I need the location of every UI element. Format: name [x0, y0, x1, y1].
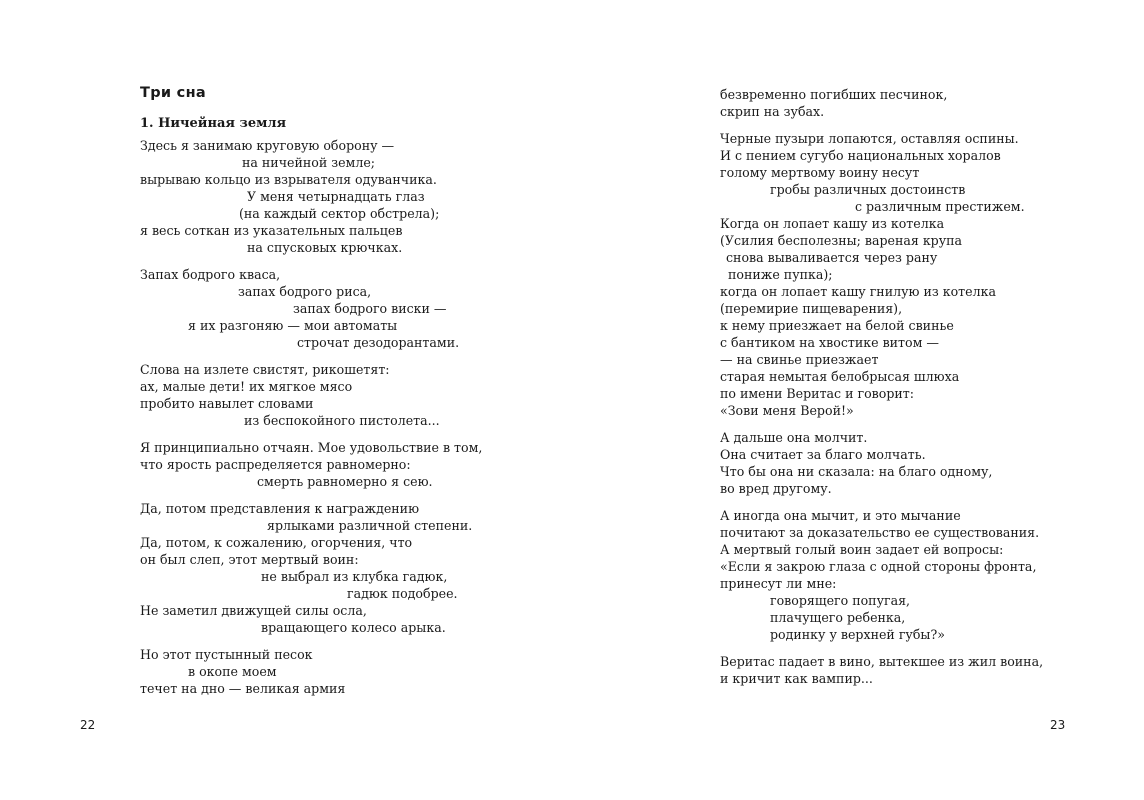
poem-line: когда он лопает кашу гнилую из котелка — [720, 284, 996, 299]
poem-line: А иногда она мычит, и это мычание — [720, 508, 961, 523]
poem-line: Да, потом представления к награждению — [140, 501, 420, 516]
poem-title: Три сна — [140, 85, 206, 101]
poem-line: во вред другому. — [720, 481, 832, 496]
poem-line: А мертвый голый воин задает ей вопросы: — [720, 542, 1004, 557]
stanza — [720, 653, 1140, 687]
stanza — [140, 500, 560, 636]
poem-line: гадюк подобрее. — [347, 586, 458, 601]
poem-line: гробы различных достоинств — [770, 182, 966, 197]
poem-line: течет на дно — великая армия — [140, 681, 346, 696]
stanza — [140, 439, 560, 490]
poem-left-body — [140, 137, 560, 707]
poem-line: Не заметил движущей силы осла, — [140, 603, 367, 618]
poem-line: вырываю кольцо из взрывателя одуванчика. — [140, 172, 437, 187]
poem-line: плачущего ребенка, — [770, 610, 906, 625]
poem-line: он был слеп, этот мертвый воин: — [140, 552, 359, 567]
poem-line: что ярость распределяется равномерно: — [140, 457, 411, 472]
poem-line: говорящего попугая, — [770, 593, 911, 608]
poem-line: (перемирие пищеварения), — [720, 301, 903, 316]
section-subtitle: 1. Ничейная земля — [140, 116, 287, 131]
poem-line: (на каждый сектор обстрела); — [239, 206, 440, 221]
poem-line: в окопе моем — [188, 664, 277, 679]
right-page — [572, 0, 1144, 800]
poem-line: Но этот пустынный песок — [140, 647, 313, 662]
poem-line: У меня четырнадцать глаз — [247, 189, 425, 204]
poem-line: — на свинье приезжает — [720, 352, 879, 367]
poem-line: Запах бодрого кваса, — [140, 267, 281, 282]
stanza — [720, 429, 1140, 497]
stanza — [140, 646, 560, 697]
poem-line: на ничейной земле; — [242, 155, 376, 170]
poem-line: я их разгоняю — мои автоматы — [188, 318, 398, 333]
stanza — [720, 130, 1140, 419]
stanza — [140, 137, 560, 256]
poem-line: Она считает за благо молчать. — [720, 447, 926, 462]
poem-line: к нему приезжает на белой свинье — [720, 318, 954, 333]
poem-line: Что бы она ни сказала: на благо одному, — [720, 464, 993, 479]
poem-line: строчат дезодорантами. — [297, 335, 460, 350]
poem-line: Когда он лопает кашу из котелка — [720, 216, 945, 231]
poem-line: ах, малые дети! их мягкое мясо — [140, 379, 353, 394]
poem-line: родинку у верхней губы?» — [770, 627, 945, 642]
poem-line: голому мертвому воину несут — [720, 165, 920, 180]
poem-line: почитают за доказательство ее существования. — [720, 525, 1040, 540]
poem-line: А дальше она молчит. — [720, 430, 868, 445]
poem-line: вращающего колесо арыка. — [261, 620, 446, 635]
poem-line: из беспокойного пистолета... — [244, 413, 440, 428]
poem-line: И с пением сугубо национальных хоралов — [720, 148, 1001, 163]
stanza — [140, 361, 560, 429]
poem-line: не выбрал из клубка гадюк, — [261, 569, 448, 584]
poem-line: пробито навылет словами — [140, 396, 314, 411]
poem-line: Веритас падает в вино, вытекшее из жил воина, — [720, 654, 1044, 669]
poem-line: «Зови меня Верой!» — [720, 403, 854, 418]
poem-line: снова вываливается через рану — [726, 250, 938, 265]
poem-line: и кричит как вампир... — [720, 671, 873, 686]
poem-line: с бантиком на хвостике витом — — [720, 335, 940, 350]
page-number-right: 23 — [1050, 718, 1066, 732]
stanza — [140, 266, 560, 351]
poem-line: «Если я закрою глаза с одной стороны фронта, — [720, 559, 1037, 574]
poem-right-body — [720, 86, 1140, 697]
poem-line: я весь соткан из указательных пальцев — [140, 223, 403, 238]
poem-line: запах бодрого риса, — [238, 284, 372, 299]
poem-line: Да, потом, к сожалению, огорчения, что — [140, 535, 413, 550]
poem-line: скрип на зубах. — [720, 104, 825, 119]
poem-line: старая немытая белобрысая шлюха — [720, 369, 960, 384]
poem-line: смерть равномерно я сею. — [257, 474, 433, 489]
stanza — [720, 86, 1140, 120]
poem-line: Черные пузыри лопаются, оставляя оспины. — [720, 131, 1019, 146]
page-number-left: 22 — [80, 718, 96, 732]
poem-line: ярлыками различной степени. — [267, 518, 473, 533]
poem-line: на спусковых крючках. — [247, 240, 403, 255]
poem-line: (Усилия бесполезны; вареная крупа — [720, 233, 963, 248]
poem-line: Я принципиально отчаян. Мое удовольствие в том, — [140, 440, 483, 455]
poem-line: запах бодрого виски — — [293, 301, 447, 316]
poem-line: принесут ли мне: — [720, 576, 837, 591]
poem-line: Здесь я занимаю круговую оборону — — [140, 138, 395, 153]
poem-line: безвременно погибших песчинок, — [720, 87, 948, 102]
poem-line: по имени Веритас и говорит: — [720, 386, 915, 401]
stanza — [720, 507, 1140, 643]
poem-line: с различным престижем. — [855, 199, 1025, 214]
poem-line: Слова на излете свистят, рикошетят: — [140, 362, 390, 377]
poem-line: пониже пупка); — [728, 267, 833, 282]
